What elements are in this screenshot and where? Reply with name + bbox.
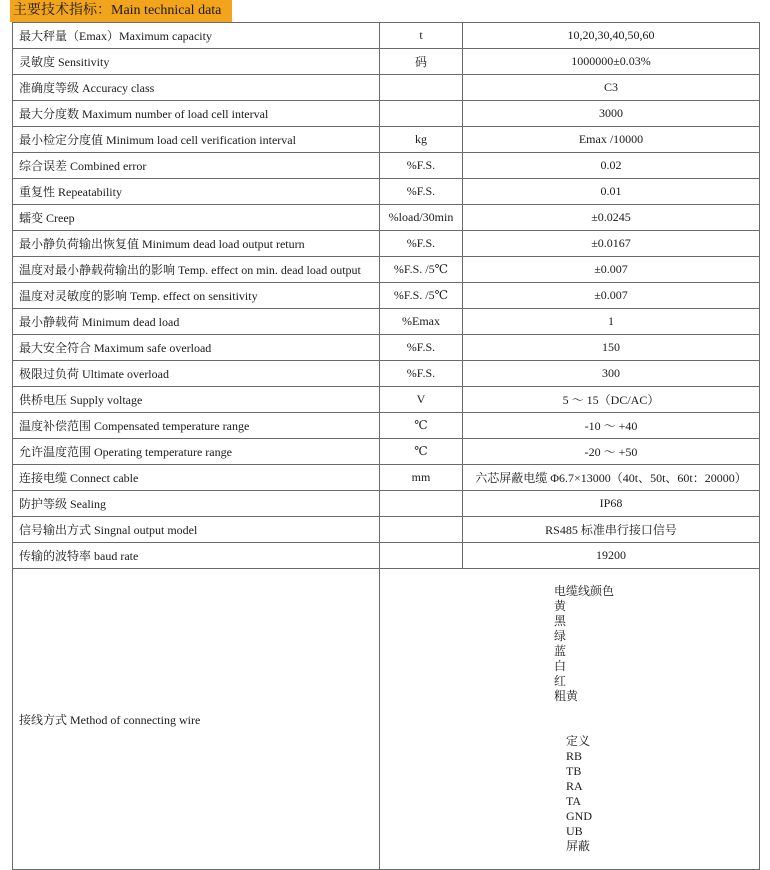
value-cell: ±0.0245 [463,205,760,231]
table-row [13,231,760,257]
value-cell: 1000000±0.03% [463,49,760,75]
table-row [13,153,760,179]
unit-cell: %F.S. /5℃ [380,257,463,283]
table-row [13,517,760,543]
param-cell: 最大秤量（Emax）Maximum capacity [13,23,380,49]
param-cell: 连接电缆 Connect cable [13,465,380,491]
param-cell: 温度补偿范围 Compensated temperature range [13,413,380,439]
table-row [13,413,760,439]
table-row [13,439,760,465]
param-cell: 极限过负荷 Ultimate overload [13,361,380,387]
value-cell: 19200 [463,543,760,569]
unit-cell: %F.S. [380,153,463,179]
unit-cell: %F.S. [380,361,463,387]
value-cell: 0.01 [463,179,760,205]
param-cell: 接线方式 Method of connecting wire [13,569,380,870]
unit-cell: %Emax [380,309,463,335]
table-row [13,23,760,49]
param-cell: 传输的波特率 baud rate [13,543,380,569]
param-cell: 综合误差 Combined error [13,153,380,179]
param-cell: 最大分度数 Maximum number of load cell interval [13,101,380,127]
value-cell: 300 [463,361,760,387]
table-row [13,335,760,361]
wire-color: 白 [553,659,566,673]
value-cell: 5 ～ 15（DC/AC） [463,387,760,413]
value-cell: 0.02 [463,153,760,179]
wire-def: TB [565,764,582,778]
wiring-table [518,569,621,869]
wire-def-label: 定义 [565,734,590,748]
unit-cell [380,517,463,543]
wire-color: 粗黄 [553,689,578,703]
table-row [13,491,760,517]
unit-cell: %F.S. /5℃ [380,283,463,309]
value-cell: ±0.007 [463,283,760,309]
table-row [13,543,760,569]
table-row [13,101,760,127]
wire-def: UB [565,824,583,838]
param-cell: 准确度等级 Accuracy class [13,75,380,101]
wire-color-label: 电缆线颜色 [553,584,614,598]
wire-color: 黑 [553,614,566,628]
unit-cell: %F.S. [380,231,463,257]
param-cell: 蠕变 Creep [13,205,380,231]
unit-cell: ℃ [380,439,463,465]
param-cell: 最小静载荷 Minimum dead load [13,309,380,335]
value-cell: ±0.0167 [463,231,760,257]
table-row [13,75,760,101]
value-cell: IP68 [463,491,760,517]
param-cell: 允许温度范围 Operating temperature range [13,439,380,465]
param-cell: 供桥电压 Supply voltage [13,387,380,413]
param-cell: 重复性 Repeatability [13,179,380,205]
unit-cell: %load/30min [380,205,463,231]
param-cell: 温度对灵敏度的影响 Temp. effect on sensitivity [13,283,380,309]
table-row [13,127,760,153]
unit-cell [380,491,463,517]
value-cell: Emax /10000 [463,127,760,153]
table-row [13,205,760,231]
table-row [13,465,760,491]
param-cell: 最大安全符合 Maximum safe overload [13,335,380,361]
unit-cell [380,101,463,127]
value-cell: 3000 [463,101,760,127]
wire-color: 绿 [553,629,566,643]
table-row [13,257,760,283]
table-row-wiring [13,569,760,870]
wiring-cell [380,569,760,870]
value-cell: 1 [463,309,760,335]
unit-cell: ℃ [380,413,463,439]
value-cell: ±0.007 [463,257,760,283]
table-row [13,387,760,413]
unit-cell [380,543,463,569]
table-body [13,23,760,569]
unit-cell [380,75,463,101]
value-cell: RS485 标准串行接口信号 [463,517,760,543]
unit-cell: kg [380,127,463,153]
unit-cell: t [380,23,463,49]
table-row [13,283,760,309]
wire-def: RB [565,749,582,763]
wire-def: RA [565,779,583,793]
wire-color-line [518,569,621,719]
table-row [13,49,760,75]
param-cell: 温度对最小静载荷输出的影响 Temp. effect on min. dead load output [13,257,380,283]
param-cell: 防护等级 Sealing [13,491,380,517]
wire-def: TA [565,794,582,808]
value-cell: C3 [463,75,760,101]
param-cell: 信号输出方式 Singnal output model [13,517,380,543]
value-cell: 六芯屏蔽电缆 Φ6.7×13000（40t、50t、60t：20000） [463,465,760,491]
unit-cell: 码 [380,49,463,75]
wire-color: 蓝 [553,644,566,658]
wire-color: 红 [553,674,566,688]
technical-data-table [12,22,760,870]
unit-cell: %F.S. [380,335,463,361]
value-cell: 10,20,30,40,50,60 [463,23,760,49]
unit-cell: mm [380,465,463,491]
param-cell: 最小检定分度值 Minimum load cell verification interval [13,127,380,153]
value-cell: 150 [463,335,760,361]
value-cell: -10 ～ +40 [463,413,760,439]
section-title: 主要技术指标：Main technical data [10,0,232,22]
wire-def: 屏蔽 [565,839,590,853]
wire-color: 黄 [553,599,566,613]
wire-def-line [518,719,621,869]
value-cell: -20 ～ +50 [463,439,760,465]
param-cell: 最小静负荷输出恢复值 Minimum dead load output return [13,231,380,257]
param-cell: 灵敏度 Sensitivity [13,49,380,75]
table-row [13,179,760,205]
unit-cell: V [380,387,463,413]
table-row [13,361,760,387]
wire-def: GND [565,809,592,823]
unit-cell: %F.S. [380,179,463,205]
table-row [13,309,760,335]
